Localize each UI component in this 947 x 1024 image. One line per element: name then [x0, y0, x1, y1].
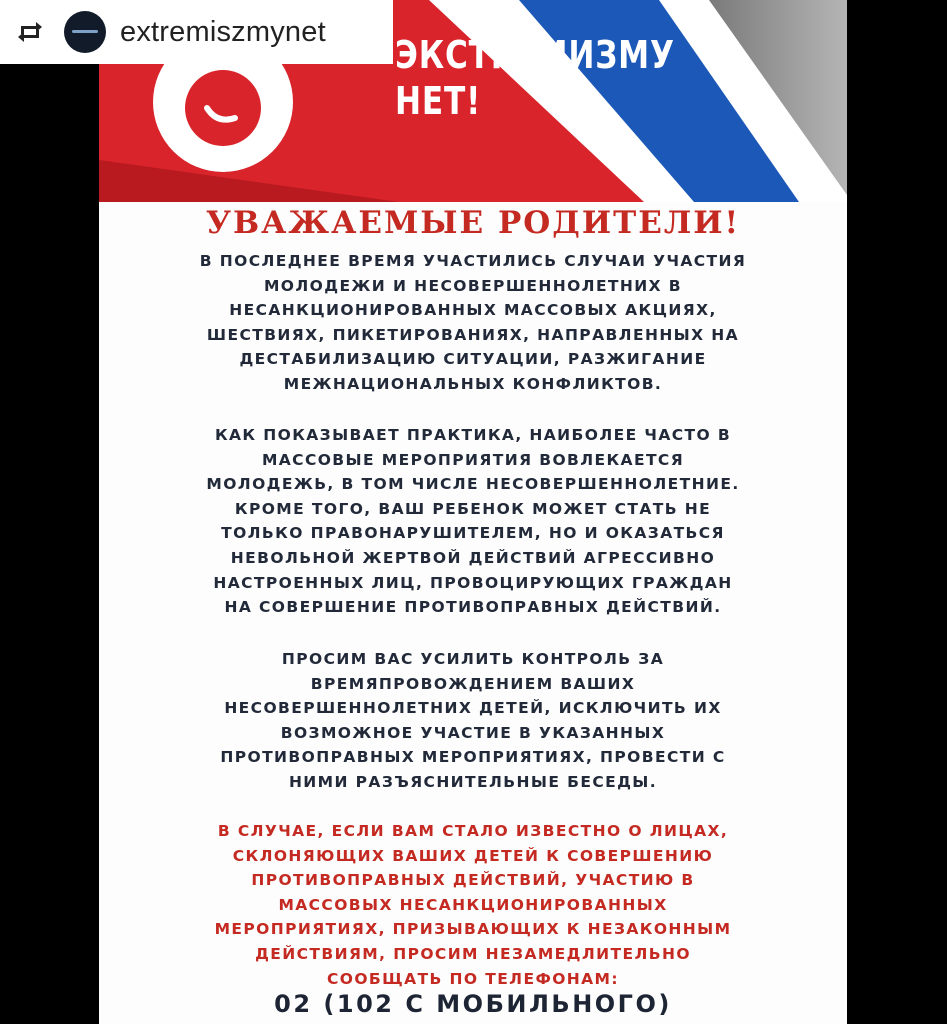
paragraph-line: МЕЖНАЦИОНАЛЬНЫХ КОНФЛИКТОВ.	[283, 374, 663, 393]
paragraph-line: ВРЕМЯПРОВОЖДЕНИЕМ ВАШИХ	[310, 674, 636, 693]
paragraph-line: ПРОТИВОПРАВНЫХ МЕРОПРИЯТИЯХ, ПРОВЕСТИ С	[220, 748, 726, 767]
repost-username[interactable]: extremiszmynet	[120, 15, 326, 48]
phone-number: 02 (102 С МОБИЛЬНОГО)	[274, 990, 672, 1018]
paragraph-3	[129, 647, 817, 795]
paragraph-2	[129, 423, 817, 620]
banner-title-line2: НЕТ!	[395, 79, 482, 123]
paragraph-line: ПРОТИВОПРАВНЫХ ДЕЙСТВИЙ, УЧАСТИЮ В	[251, 871, 695, 890]
paragraph-line: МОЛОДЕЖЬ, В ТОМ ЧИСЛЕ НЕСОВЕРШЕННОЛЕТНИЕ.	[206, 475, 740, 494]
paragraph-line: ШЕСТВИЯХ, ПИКЕТИРОВАНИЯХ, НАПРАВЛЕННЫХ НА	[206, 325, 740, 344]
paragraph-line: ДЕЙСТВИЯМ, ПРОСИМ НЕЗАМЕДЛИТЕЛЬНО	[255, 944, 691, 963]
paragraph-4-warning	[129, 819, 817, 991]
paragraph-line: НЕСАНКЦИОНИРОВАННЫХ МАССОВЫХ АКЦИЯХ,	[229, 301, 717, 320]
poster	[99, 0, 847, 1024]
paragraph-line: КРОМЕ ТОГО, ВАШ РЕБЕНОК МОЖЕТ СТАТЬ НЕ	[234, 499, 712, 518]
paragraph-line: ДЕСТАБИЛИЗАЦИЮ СИТУАЦИИ, РАЗЖИГАНИЕ	[239, 350, 707, 369]
paragraph-line: МОЛОДЕЖИ И НЕСОВЕРШЕННОЛЕТНИХ В	[263, 276, 683, 295]
banner-title-line1: ЭКСТРЕМИЗМУ	[395, 33, 675, 77]
paragraph-line: НЕВОЛЬНОЙ ЖЕРТВОЙ ДЕЙСТВИЙ АГРЕССИВНО	[230, 548, 716, 567]
paragraph-1	[129, 249, 817, 397]
poster-heading: УВАЖАЕМЫЕ РОДИТЕЛИ!	[205, 205, 741, 241]
paragraph-line: ТОЛЬКО ПРАВОНАРУШИТЕЛЕМ, НО И ОКАЗАТЬСЯ	[221, 524, 725, 543]
paragraph-line: НЕСОВЕРШЕННОЛЕТНИХ ДЕТЕЙ, ИСКЛЮЧИТЬ ИХ	[224, 699, 722, 718]
paragraph-line: НАСТРОЕННЫХ ЛИЦ, ПРОВОЦИРУЮЩИХ ГРАЖДАН	[213, 573, 733, 592]
paragraph-line: НА СОВЕРШЕНИЕ ПРОТИВОПРАВНЫХ ДЕЙСТВИЙ.	[224, 598, 722, 617]
paragraph-line: СКЛОНЯЮЩИХ ВАШИХ ДЕТЕЙ К СОВЕРШЕНИЮ	[232, 846, 714, 865]
repost-header	[0, 0, 393, 64]
paragraph-line: МЕРОПРИЯТИЯХ, ПРИЗЫВАЮЩИХ К НЕЗАКОННЫМ	[214, 920, 732, 939]
paragraph-line: СООБЩАТЬ ПО ТЕЛЕФОНАМ:	[327, 969, 619, 988]
paragraph-line: МАССОВЫХ НЕСАНКЦИОНИРОВАННЫХ	[278, 895, 668, 914]
paragraph-line: ПРОСИМ ВАС УСИЛИТЬ КОНТРОЛЬ ЗА	[281, 650, 665, 668]
paragraph-line: КАК ПОКАЗЫВАЕТ ПРАКТИКА, НАИБОЛЕЕ ЧАСТО В	[214, 426, 732, 444]
paragraph-line: В СЛУЧАЕ, ЕСЛИ ВАМ СТАЛО ИЗВЕСТНО О ЛИЦАХ,	[217, 822, 729, 840]
repost-icon[interactable]	[16, 20, 44, 44]
banner-title	[395, 32, 675, 124]
account-avatar[interactable]	[64, 11, 106, 53]
paragraph-line: МАССОВЫЕ МЕРОПРИЯТИЯ ВОВЛЕКАЕТСЯ	[261, 450, 685, 469]
paragraph-line: В ПОСЛЕДНЕЕ ВРЕМЯ УЧАСТИЛИСЬ СЛУЧАИ УЧАСТИЯ	[199, 252, 747, 270]
paragraph-line: ВОЗМОЖНОЕ УЧАСТИЕ В УКАЗАННЫХ	[280, 723, 666, 742]
paragraph-line: НИМИ РАЗЪЯСНИТЕЛЬНЫЕ БЕСЕДЫ.	[288, 772, 658, 791]
